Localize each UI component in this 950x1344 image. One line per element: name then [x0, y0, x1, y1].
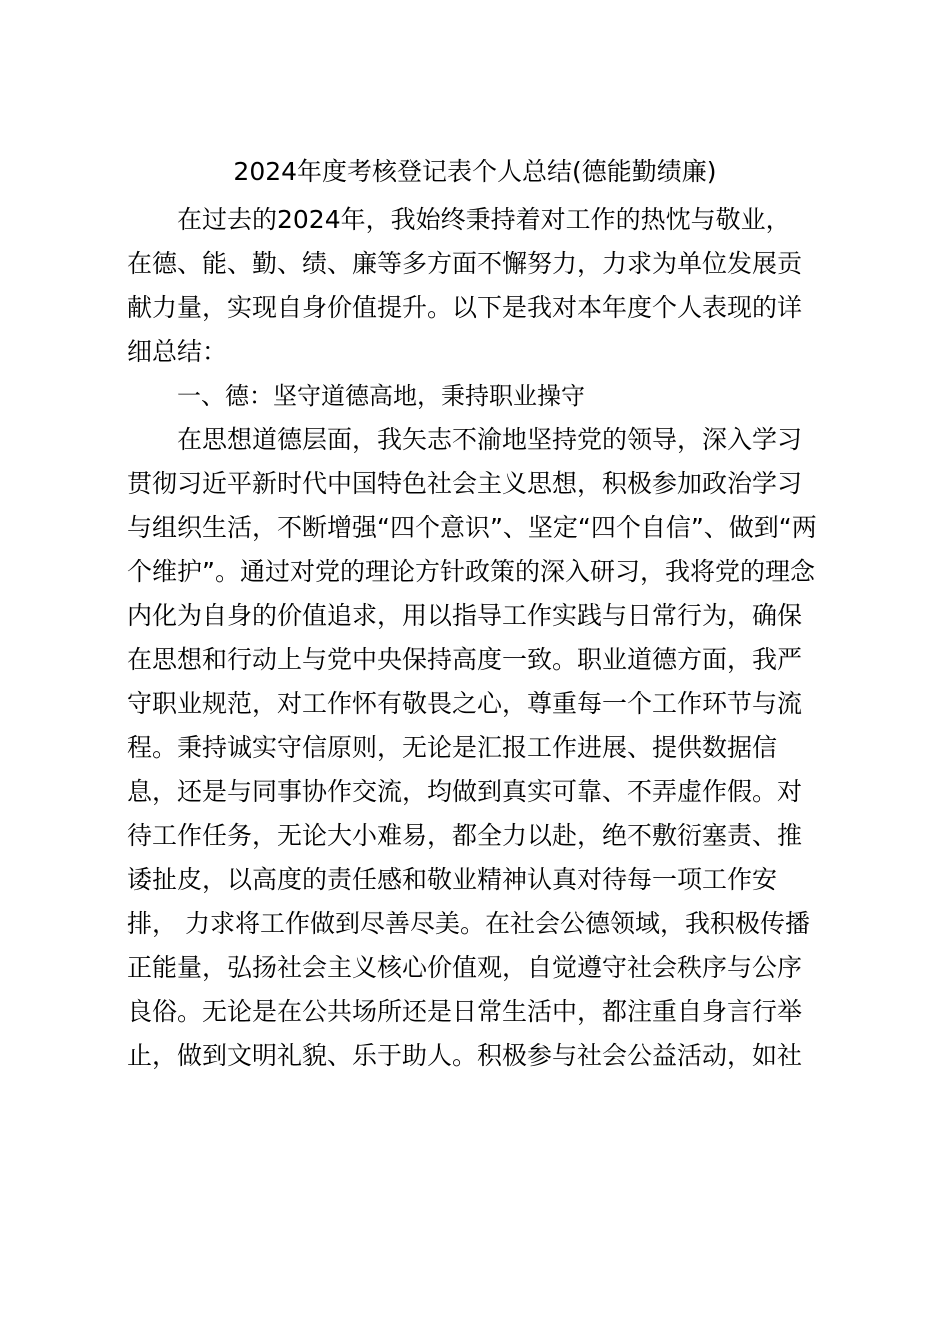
- paragraph-line: 在思想和行动上与党中央保持高度一致。职业道德方面，我严: [127, 645, 803, 674]
- paragraph-line: 待工作任务，无论大小难易，都全力以赴，绝不敷衍塞责、推: [127, 821, 803, 850]
- paragraph-line: 献力量，实现自身价值提升。以下是我对本年度个人表现的详: [127, 293, 803, 322]
- paragraph-line: 个维护”。通过对党的理论方针政策的深入研习，我将党的理念: [127, 557, 815, 586]
- paragraph-line: 息，还是与同事协作交流，均做到真实可靠、不弄虚作假。对: [127, 777, 803, 806]
- paragraph-line: 诿扯皮，以高度的责任感和敬业精神认真对待每一项工作安: [127, 865, 778, 894]
- section-heading: 一、德：坚守道德高地，秉持职业操守: [177, 382, 585, 410]
- paragraph-line: 止，做到文明礼貌、乐于助人。积极参与社会公益活动，如社: [127, 1041, 803, 1070]
- paragraph-line: 正能量，弘扬社会主义核心价值观，自觉遵守社会秩序与公序: [127, 953, 803, 982]
- paragraph-line: 良俗。无论是在公共场所还是日常生活中，都注重自身言行举: [127, 997, 803, 1026]
- document-title: 2024年度考核登记表个人总结(德能勤绩廉): [233, 157, 717, 186]
- paragraph-line: 程。秉持诚实守信原则，无论是汇报工作进展、提供数据信: [127, 733, 778, 762]
- paragraph-line: 在思想道德层面，我矢志不渝地坚持党的领导，深入学习: [177, 425, 803, 454]
- paragraph-line: 贯彻习近平新时代中国特色社会主义思想，积极参加政治学习: [127, 469, 803, 498]
- paragraph-line: 细总结：: [127, 337, 228, 366]
- paragraph-line: 在德、能、勤、绩、廉等多方面不懈努力，力求为单位发展贡: [127, 249, 803, 278]
- document-body: [127, 198, 847, 1078]
- paragraph-line: 内化为自身的价值追求，用以指导工作实践与日常行为，确保: [127, 601, 803, 630]
- paragraph-line: 在过去的2024年，我始终秉持着对工作的热忱与敬业，: [177, 205, 791, 234]
- paragraph-line: 守职业规范，对工作怀有敬畏之心，尊重每一个工作环节与流: [127, 689, 803, 718]
- paragraph-line: 排， 力求将工作做到尽善尽美。在社会公德领域，我积极传播: [127, 909, 810, 938]
- paragraph-line: 与组织生活，不断增强“四个意识”、坚定“四个自信”、做到“两: [127, 513, 817, 542]
